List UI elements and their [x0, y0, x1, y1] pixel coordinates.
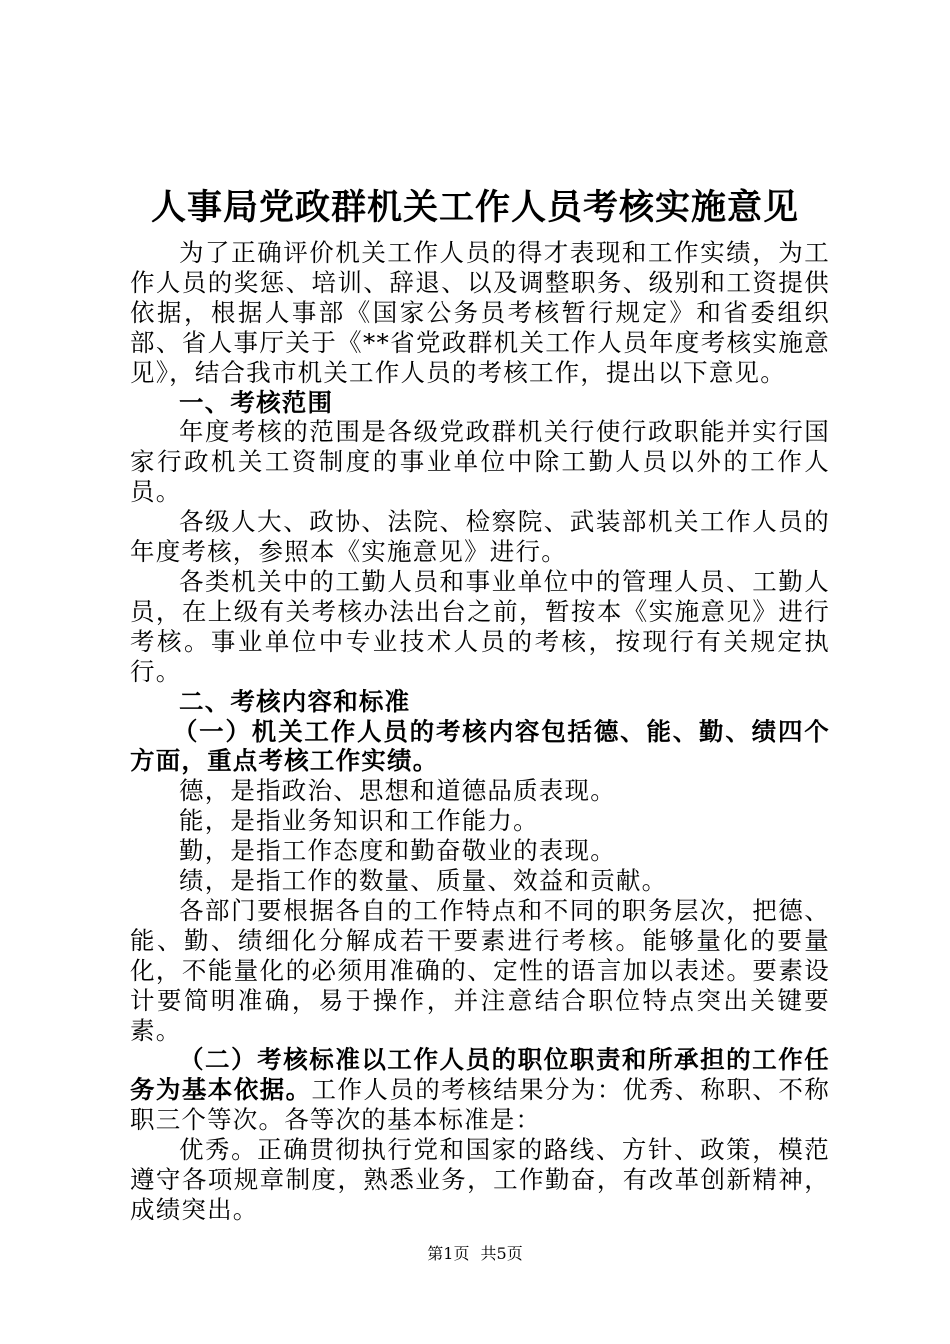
excellent-paragraph: 优秀。正确贯彻执行党和国家的路线、方针、政策，模范遵守各项规章制度，熟悉业务，工作勤奋，有改革创新精神，成绩突出。: [130, 1135, 830, 1224]
content-subheading-1: （一）机关工作人员的考核内容包括德、能、勤、绩四个方面，重点考核工作实绩。: [130, 716, 830, 776]
section-heading-scope: 一、考核范围: [179, 387, 334, 417]
definition-de: 德，是指政治、思想和道德品质表现。: [179, 776, 616, 806]
standard-bold-text: （二）考核标准以工作人员的职位职责和所承担的工作任务为基本依据。: [130, 1045, 830, 1105]
document-body: [130, 238, 830, 1225]
intro-paragraph: 为了正确评价机关工作人员的得才表现和工作实绩，为工作人员的奖惩、培训、辞退、以及调整职务、级别和工资提供依据，根据人事部《国家公务员考核暂行规定》和省委组织部、省人事厅关于《**省党政群机关工作人员年度考核实施意见》，结合我市机关工作人员的考核工作，提出以下意见。: [130, 238, 830, 387]
scope-paragraph-3: 各类机关中的工勤人员和事业单位中的管理人员、工勤人员，在上级有关考核办法出台之前，暂按本《实施意见》进行考核。事业单位中专业技术人员的考核，按现行有关规定执行。: [130, 566, 830, 686]
page-footer: [0, 1243, 950, 1265]
scope-paragraph-2: 各级人大、政协、法院、检察院、武装部机关工作人员的年度考核，参照本《实施意见》进行。: [130, 507, 830, 567]
standard-paragraph: [130, 1045, 830, 1135]
scope-paragraph-1: 年度考核的范围是各级党政群机关行使行政职能并实行国家行政机关工资制度的事业单位中除工勤人员以外的工作人员。: [130, 417, 830, 507]
definition-qin: 勤，是指工作态度和勤奋敬业的表现。: [179, 836, 616, 866]
page-number-current: 第1页: [427, 1244, 470, 1263]
section-heading-content: 二、考核内容和标准: [179, 686, 411, 716]
departments-paragraph: 各部门要根据各自的工作特点和不同的职务层次，把德、能、勤、绩细化分解成若干要素进行考核。能够量化的要量化，不能量化的必须用准确的、定性的语言加以表述。要素设计要简明准确，易于操作，并注意结合职位特点突出关键要素。: [130, 895, 830, 1045]
page-number-total: 共5页: [480, 1244, 523, 1263]
definition-ji: 绩，是指工作的数量、质量、效益和贡献。: [179, 866, 668, 896]
document-title: 人事局党政群机关工作人员考核实施意见: [150, 187, 799, 228]
standard-rest-text: 工作人员的考核结果分为：优秀、称职、不称职三个等次。各等次的基本标准是：: [130, 1075, 830, 1135]
definition-neng: 能，是指业务知识和工作能力。: [179, 806, 539, 836]
